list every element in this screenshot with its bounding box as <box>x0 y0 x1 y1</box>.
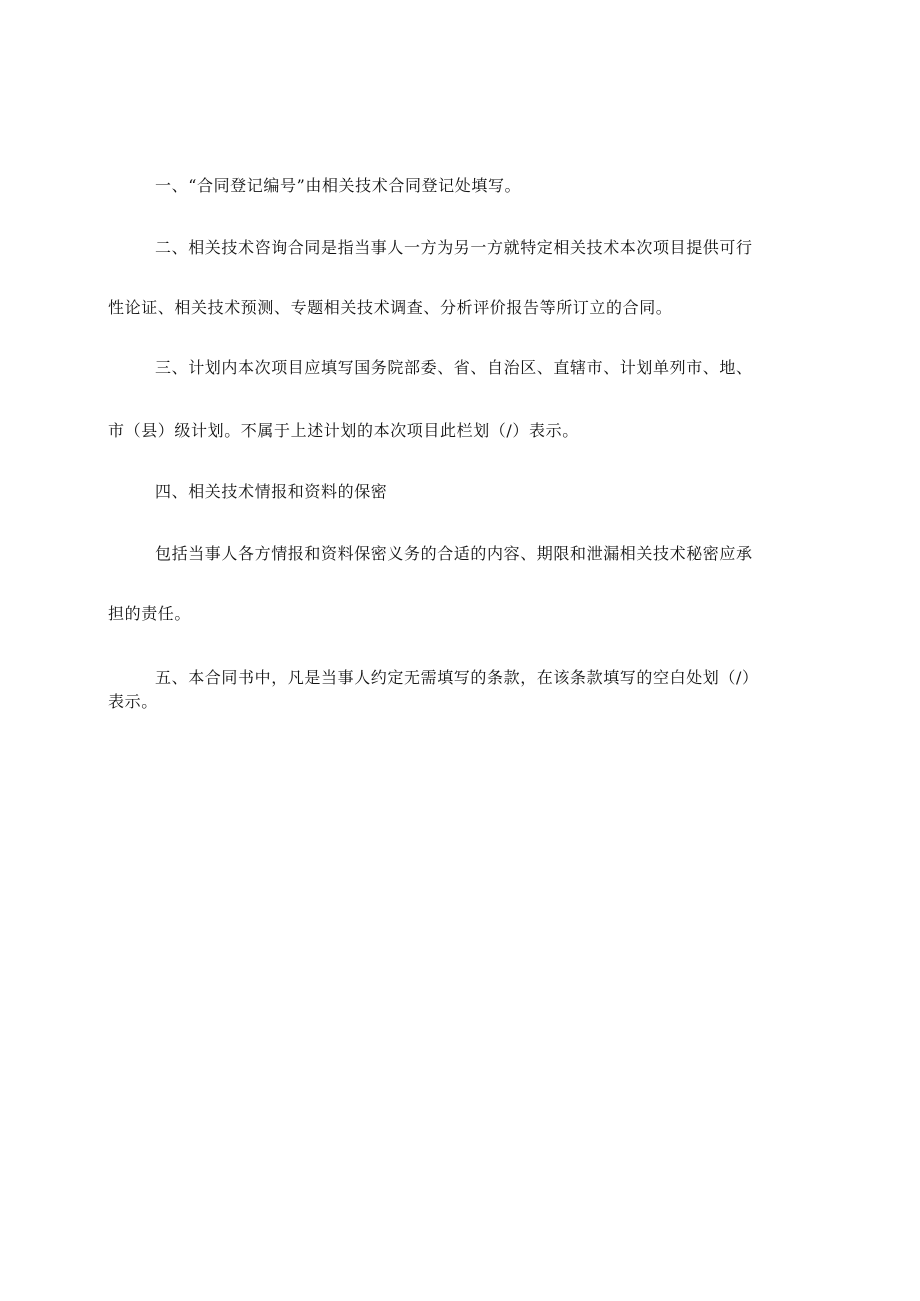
clause-2-line-2: 性论证、相关技术预测、专题相关技术调查、分析评价报告等所订立的合同。 <box>108 298 673 317</box>
clause-1-line-1: 一、“合同登记编号”由相关技术合同登记处填写。 <box>155 176 522 195</box>
clause-2-line-1: 二、相关技术咨询合同是指当事人一方为另一方就特定相关技术本次项目提供可行 <box>155 238 753 257</box>
clause-5-line-2: 表示。 <box>108 692 158 711</box>
clause-4-line-2: 担的责任。 <box>108 604 192 623</box>
clause-3-line-2: 市（县）级计划。不属于上述计划的本次项目此栏划（/）表示。 <box>108 421 579 440</box>
clause-4-heading: 四、相关技术情报和资料的保密 <box>155 482 388 501</box>
clause-4-line-1: 包括当事人各方情报和资料保密义务的合适的内容、期限和泄漏相关技术秘密应承 <box>155 544 753 563</box>
clause-3-line-1: 三、计划内本次项目应填写国务院部委、省、自治区、直辖市、计划单列市、地、 <box>155 358 753 377</box>
clause-5-line-1: 五、本合同书中，凡是当事人约定无需填写的条款，在该条款填写的空白处划（/） <box>155 668 759 687</box>
